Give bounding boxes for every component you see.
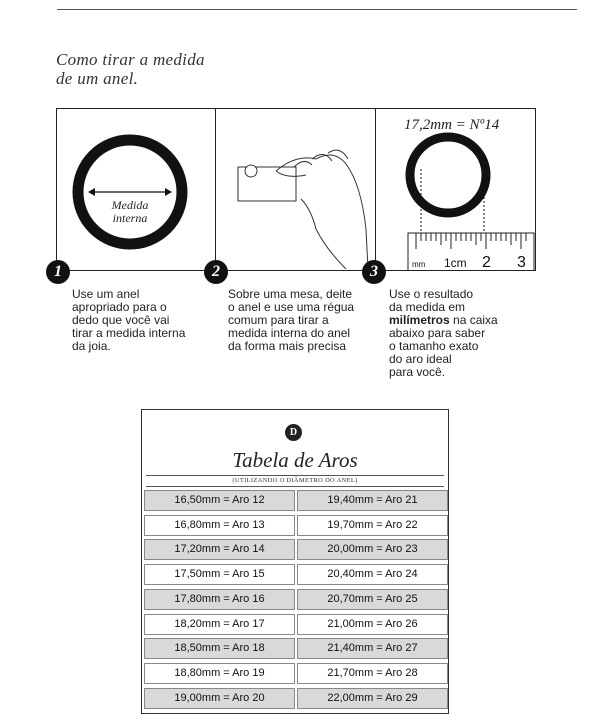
ruler-label-mm: mm bbox=[412, 260, 426, 269]
arrow-right-icon bbox=[165, 188, 172, 196]
step-3-text-bold: milímetros bbox=[389, 313, 450, 327]
subtitle-rule-top bbox=[146, 475, 444, 476]
size-cell: 17,80mm = Aro 16 bbox=[144, 589, 295, 610]
step-3-text-end: na caixa abaixo para saber o tamanho exato do aro ideal para você. bbox=[389, 313, 498, 379]
step-number-1: 1 bbox=[46, 260, 70, 284]
step-number-2: 2 bbox=[204, 260, 228, 284]
size-cell: 20,00mm = Aro 23 bbox=[297, 539, 448, 560]
size-cell: 16,80mm = Aro 13 bbox=[144, 515, 295, 536]
size-cell: 21,70mm = Aro 28 bbox=[297, 663, 448, 684]
subtitle-rule-bottom bbox=[146, 486, 444, 487]
ruler-label-1cm: 1cm bbox=[444, 256, 467, 270]
step-3-text bbox=[389, 288, 539, 379]
ruler-label-2: 2 bbox=[482, 254, 491, 270]
step-2-text: Sobre uma mesa, deite o anel e use uma régua comum para tirar a medida interna do anel da forma mais precisa bbox=[228, 287, 355, 353]
size-cell: 16,50mm = Aro 12 bbox=[144, 490, 295, 511]
hand-illustration bbox=[216, 109, 375, 270]
step-number-3: 3 bbox=[362, 260, 386, 284]
size-cell: 21,00mm = Aro 26 bbox=[297, 614, 448, 635]
inner-measure-label-2: interna bbox=[112, 211, 148, 225]
size-cell: 17,50mm = Aro 15 bbox=[144, 564, 295, 585]
ruler-label-3: 3 bbox=[517, 254, 526, 270]
size-cell: 18,80mm = Aro 19 bbox=[144, 663, 295, 684]
brand-logo-icon: D bbox=[285, 424, 302, 441]
size-cell: 20,70mm = Aro 25 bbox=[297, 589, 448, 610]
ruler-illustration bbox=[376, 109, 535, 270]
size-cell: 18,50mm = Aro 18 bbox=[144, 638, 295, 659]
size-cell: 22,00mm = Aro 29 bbox=[297, 688, 448, 709]
size-cell: 21,40mm = Aro 27 bbox=[297, 638, 448, 659]
steps-panels bbox=[56, 108, 536, 271]
size-cell: 17,20mm = Aro 14 bbox=[144, 539, 295, 560]
table-subtitle: (UTILIZANDO O DIÂMETRO DO ANEL) bbox=[232, 477, 358, 484]
page-title bbox=[56, 50, 356, 88]
inner-measure-label-1: Medida bbox=[111, 198, 149, 212]
size-cell: 20,40mm = Aro 24 bbox=[297, 564, 448, 585]
size-cell: 18,20mm = Aro 17 bbox=[144, 614, 295, 635]
ring-illustration bbox=[57, 109, 215, 270]
title-line-2: de um anel. bbox=[56, 69, 139, 88]
size-cell: 19,00mm = Aro 20 bbox=[144, 688, 295, 709]
hand-shape bbox=[276, 150, 368, 269]
top-rule bbox=[57, 9, 577, 10]
small-ring-shape bbox=[245, 165, 257, 177]
ring-size-table bbox=[141, 409, 449, 714]
title-line-1: Como tirar a medida bbox=[56, 50, 205, 69]
size-cell: 19,40mm = Aro 21 bbox=[297, 490, 448, 511]
table-title: Tabela de Aros bbox=[232, 448, 358, 472]
step-1-text: Use um anel apropriado para o dedo que você vai tirar a medida interna da joia. bbox=[72, 287, 186, 353]
size-cell: 19,70mm = Aro 22 bbox=[297, 515, 448, 536]
step-3-text-start: Use o resultado da medida em bbox=[389, 287, 474, 314]
measure-example-label: 17,2mm = Nº14 bbox=[404, 117, 500, 133]
arrow-left-icon bbox=[88, 188, 95, 196]
